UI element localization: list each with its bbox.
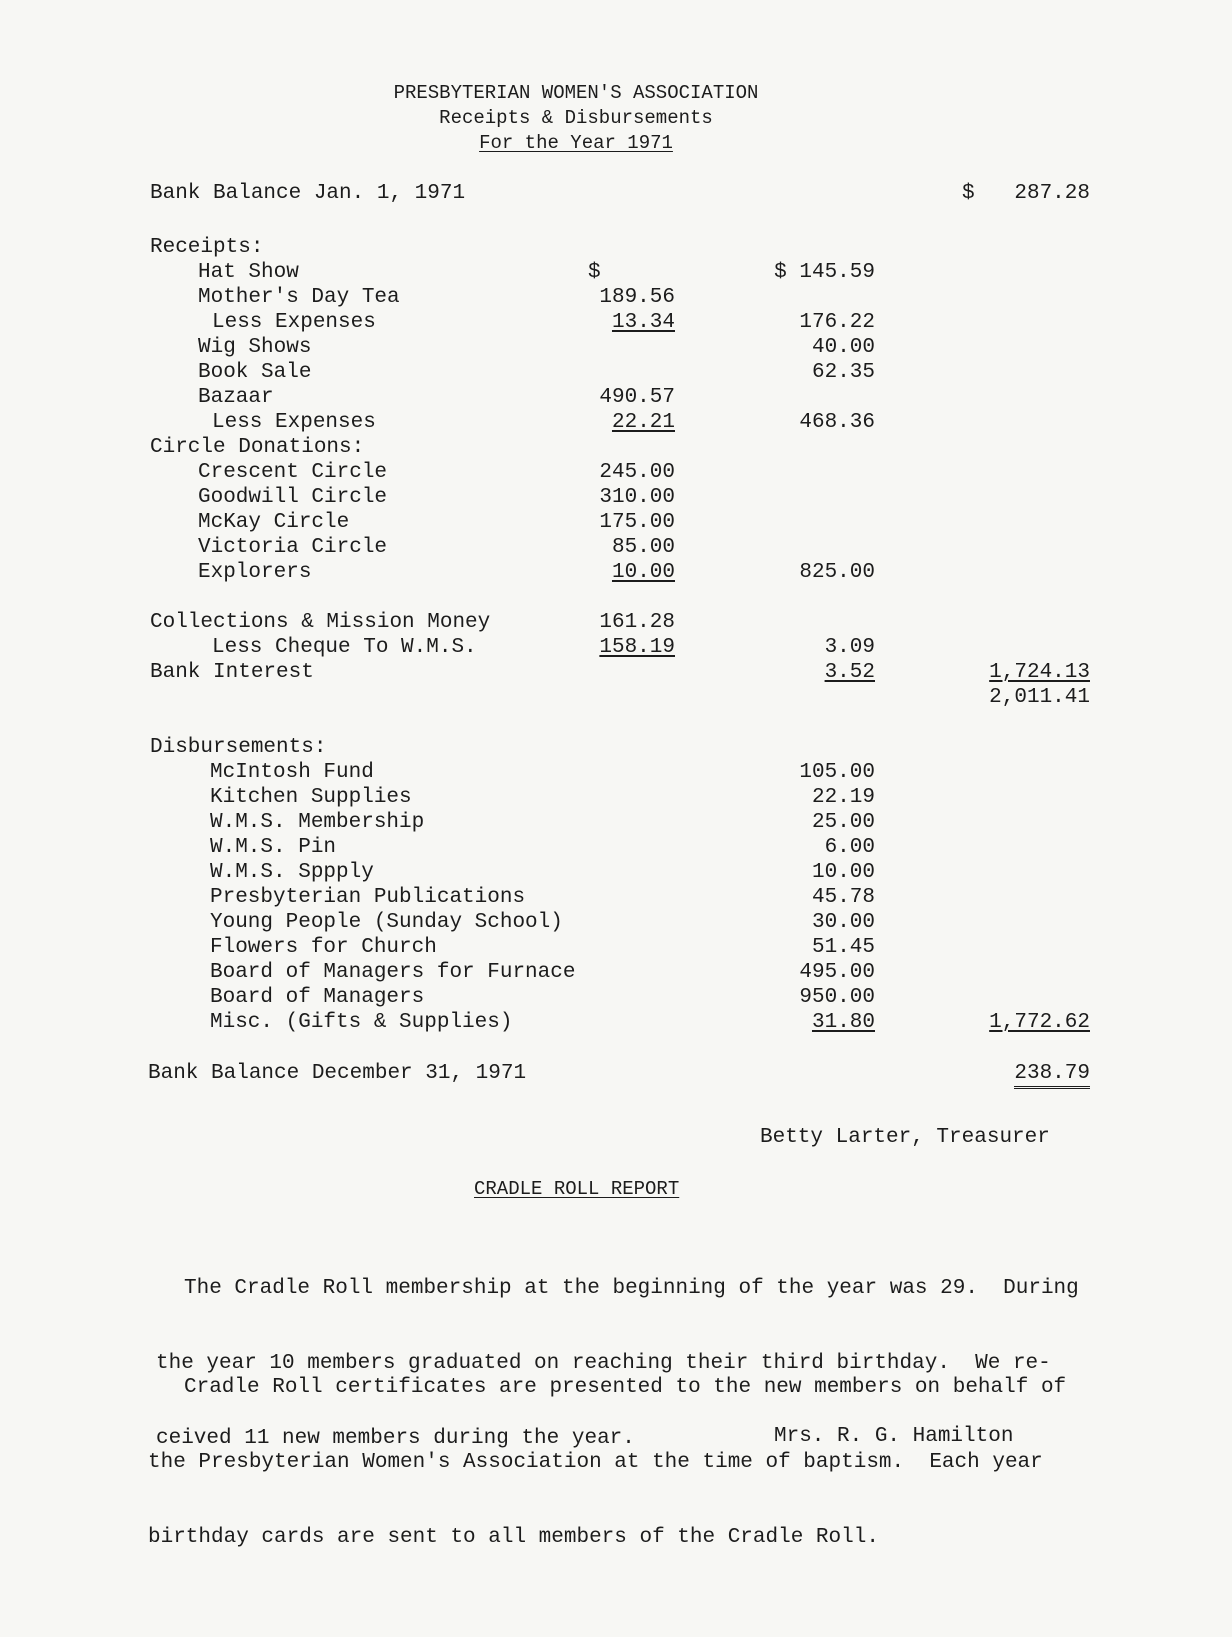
collections-label: Collections & Mission Money [150,611,491,634]
interest-label: Bank Interest [150,661,314,684]
circle-label: Victoria Circle [198,536,388,559]
year-line-wrap [0,132,1192,154]
disbursement-amount: 30.00 [811,911,875,934]
circle-amount: 10.00 [611,561,675,584]
receipts-total: 1,724.13 [989,661,1090,684]
disbursement-amount: 6.00 [824,836,875,859]
opening-balance-dollar: $ [962,182,975,205]
report-subtitle: Receipts & Disbursements [439,107,713,129]
receipt-col2: 40.00 [811,336,875,359]
circle-label: Crescent Circle [198,461,388,484]
receipt-col1: 22.21 [611,411,675,434]
circle-amount: 245.00 [599,461,675,484]
receipt-label: Less Expenses [212,411,376,434]
cradle-paragraph-2 [148,1325,1066,1600]
circle-amount: 175.00 [599,511,675,534]
receipt-label: Mother's Day Tea [198,286,400,309]
circle-label: Explorers [198,561,312,584]
disbursement-label: W.M.S. Pin [210,836,337,859]
disbursement-label: Misc. (Gifts & Supplies) [210,1011,513,1034]
receipt-col2: 468.36 [799,411,875,434]
cradle-roll-signature: Mrs. R. G. Hamilton [774,1425,1014,1448]
disbursement-amount: 105.00 [799,761,875,784]
disbursements-total: 1,772.62 [989,1011,1090,1034]
receipt-col2: 176.22 [799,311,875,334]
closing-balance-label: Bank Balance December 31, 1971 [148,1062,527,1085]
disbursement-label: Board of Managers [210,986,425,1009]
disbursement-label: Presbyterian Publications [210,886,526,909]
receipt-label: Less Expenses [212,311,376,334]
disbursement-label: McIntosh Fund [210,761,374,784]
circle-label: Goodwill Circle [198,486,388,509]
receipt-label: Bazaar [198,386,274,409]
receipts-heading: Receipts: [150,236,264,259]
circle-label: McKay Circle [198,511,350,534]
disbursement-label: Flowers for Church [210,936,437,959]
disbursement-label: Kitchen Supplies [210,786,412,809]
collections-amount: 161.28 [599,611,675,634]
cradle-p1-line: The Cradle Roll membership at the beginning of the year was 29. During [184,1277,1079,1300]
disbursements-heading: Disbursements: [150,736,327,759]
cradle-p2-line: the Presbyterian Women's Association at the time of baptism. Each year [148,1451,1043,1474]
disbursement-amount: 10.00 [811,861,875,884]
circle-donations-heading: Circle Donations: [150,436,365,459]
receipt-col2: $ 145.59 [774,261,875,284]
receipt-col1: 13.34 [611,311,675,334]
circle-amount: 310.00 [599,486,675,509]
disbursement-label: W.M.S. Sppply [210,861,374,884]
closing-balance-amount: 238.79 [1014,1062,1090,1089]
disbursement-amount: 45.78 [811,886,875,909]
interest-amount: 3.52 [824,661,875,684]
circle-amount: 85.00 [611,536,675,559]
disbursement-amount: 950.00 [799,986,875,1009]
cradle-p2-line: Cradle Roll certificates are presented to the new members on behalf of [184,1376,1067,1399]
org-title: PRESBYTERIAN WOMEN'S ASSOCIATION [393,82,759,104]
receipt-label: Book Sale [198,361,312,384]
cheque-net: 3.09 [824,636,875,659]
receipt-col1: $ [588,261,601,284]
cradle-p1-line: ceived 11 new members during the year. [156,1427,635,1450]
disbursement-amount: 31.80 [811,1011,875,1034]
receipt-col1: 189.56 [599,286,675,309]
disbursement-amount: 22.19 [811,786,875,809]
disbursement-amount: 495.00 [799,961,875,984]
opening-balance-amount: 287.28 [1014,182,1090,205]
receipt-label: Wig Shows [198,336,312,359]
disbursement-amount: 51.45 [811,936,875,959]
receipt-label: Hat Show [198,261,299,284]
disbursement-label: W.M.S. Membership [210,811,425,834]
cradle-p2-line: birthday cards are sent to all members of the Cradle Roll. [148,1526,879,1549]
disbursement-label: Young People (Sunday School) [210,911,563,934]
receipts-subtotal: 2,011.41 [989,686,1090,709]
opening-balance-label: Bank Balance Jan. 1, 1971 [150,182,466,205]
cheque-label: Less Cheque To W.M.S. [212,636,477,659]
cradle-p1-line: the year 10 members graduated on reaching their third birthday. We re- [156,1352,1051,1375]
disbursement-amount: 25.00 [811,811,875,834]
treasurer-signature: Betty Larter, Treasurer [760,1126,1050,1149]
receipt-col2: 62.35 [811,361,875,384]
circle-total: 825.00 [799,561,875,584]
cheque-amount: 158.19 [599,636,675,659]
receipt-col1: 490.57 [599,386,675,409]
cradle-roll-title: CRADLE ROLL REPORT [474,1178,680,1200]
year-line: For the Year 1971 [479,132,673,154]
disbursement-label: Board of Managers for Furnace [210,961,576,984]
